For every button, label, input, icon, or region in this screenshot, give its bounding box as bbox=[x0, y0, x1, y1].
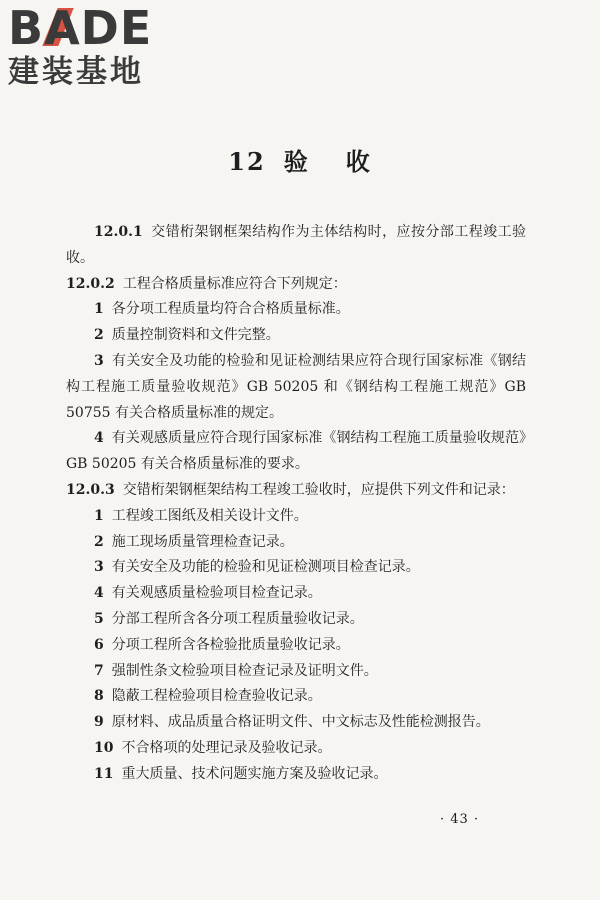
list-item-text: 强制性条文检验项目检查记录及证明文件。 bbox=[111, 662, 378, 679]
list-item-text: 分项工程所含各检验批质量验收记录。 bbox=[111, 636, 350, 653]
list-item bbox=[66, 736, 526, 762]
list-item-text: 有关观感质量检验项目检查记录。 bbox=[111, 585, 322, 602]
list-item-text: 原材料、成品质量合格证明文件、中文标志及性能检测报告。 bbox=[111, 714, 490, 731]
list-item-number: 10 bbox=[94, 739, 114, 756]
chapter-title-char-1: 验 bbox=[283, 147, 310, 176]
list-item bbox=[66, 633, 526, 659]
list-item-number: 4 bbox=[94, 585, 104, 602]
document-body bbox=[66, 220, 526, 788]
list-item-text: 有关安全及功能的检验和见证检测结果应符合现行国家标准《钢结构工程施工质量验收规范》GB 50205 和《钢结构工程施工规范》GB 50755 有关合格质量标准的规定。 bbox=[66, 352, 526, 421]
list-item-number: 8 bbox=[94, 688, 104, 705]
logo-letter-a: A bbox=[44, 1, 81, 55]
list-item-text: 分部工程所含各分项工程质量验收记录。 bbox=[111, 610, 364, 627]
list-item-text: 各分项工程质量均符合合格质量标准。 bbox=[111, 301, 350, 318]
list-item-number: 3 bbox=[94, 559, 104, 576]
list-item-text: 重大质量、技术问题实施方案及验收记录。 bbox=[121, 765, 388, 782]
list-item bbox=[66, 504, 526, 530]
list-item bbox=[66, 762, 526, 788]
list-item-number: 1 bbox=[94, 507, 104, 524]
clause-number: 12.0.3 bbox=[66, 481, 115, 498]
list-item-number: 2 bbox=[94, 327, 104, 344]
list-item-text: 工程竣工图纸及相关设计文件。 bbox=[111, 507, 308, 524]
chapter-title bbox=[0, 142, 600, 177]
list-item-text: 不合格项的处理记录及验收记录。 bbox=[121, 739, 332, 756]
list-item bbox=[66, 530, 526, 556]
list-item bbox=[66, 426, 526, 478]
clause-number: 12.0.1 bbox=[94, 224, 143, 240]
list-item bbox=[66, 323, 526, 349]
clause-12-0-3 bbox=[66, 478, 526, 504]
list-item bbox=[66, 349, 526, 426]
list-item-text: 隐蔽工程检验项目检查验收记录。 bbox=[111, 688, 322, 705]
list-item bbox=[66, 710, 526, 736]
list-item bbox=[66, 659, 526, 685]
list-item bbox=[66, 297, 526, 323]
clause-number: 12.0.2 bbox=[66, 275, 115, 292]
page-number: · 43 · bbox=[440, 812, 480, 827]
clause-text: 工程合格质量标准应符合下列规定： bbox=[122, 275, 347, 292]
list-item-number: 4 bbox=[94, 430, 104, 447]
list-item bbox=[66, 581, 526, 607]
logo-letters-de: DE bbox=[80, 1, 153, 55]
list-item-number: 5 bbox=[94, 610, 104, 627]
chapter-number: 12 bbox=[228, 147, 266, 176]
list-item-text: 施工现场质量管理检查记录。 bbox=[111, 533, 294, 550]
list-item-number: 7 bbox=[94, 662, 104, 679]
logo-letter-b: B bbox=[8, 1, 45, 55]
list-item-number: 3 bbox=[94, 352, 104, 369]
clause-12-0-1 bbox=[66, 220, 526, 272]
logo-wordmark bbox=[8, 1, 188, 55]
list-item bbox=[66, 555, 526, 581]
logo bbox=[8, 1, 188, 90]
list-item-number: 2 bbox=[94, 533, 104, 550]
list-item-text: 有关安全及功能的检验和见证检测项目检查记录。 bbox=[111, 559, 420, 576]
list-item-number: 9 bbox=[94, 714, 104, 731]
clause-text: 交错桁架钢框架结构作为主体结构时，应按分部工程竣工验收。 bbox=[66, 224, 526, 266]
chapter-title-char-2: 收 bbox=[345, 147, 372, 176]
list-item-text: 有关观感质量应符合现行国家标准《钢结构工程施工质量验收规范》GB 50205 有关合格质量标准的要求。 bbox=[66, 430, 526, 473]
list-item-number: 1 bbox=[94, 301, 104, 318]
clause-12-0-2 bbox=[66, 272, 526, 298]
list-item-number: 6 bbox=[94, 636, 104, 653]
logo-subtitle: 建装基地 bbox=[8, 54, 144, 90]
clause-text: 交错桁架钢框架结构工程竣工验收时，应提供下列文件和记录： bbox=[122, 481, 515, 498]
list-item-number: 11 bbox=[94, 765, 114, 782]
list-item bbox=[66, 684, 526, 710]
list-item bbox=[66, 607, 526, 633]
list-item-text: 质量控制资料和文件完整。 bbox=[111, 327, 280, 344]
